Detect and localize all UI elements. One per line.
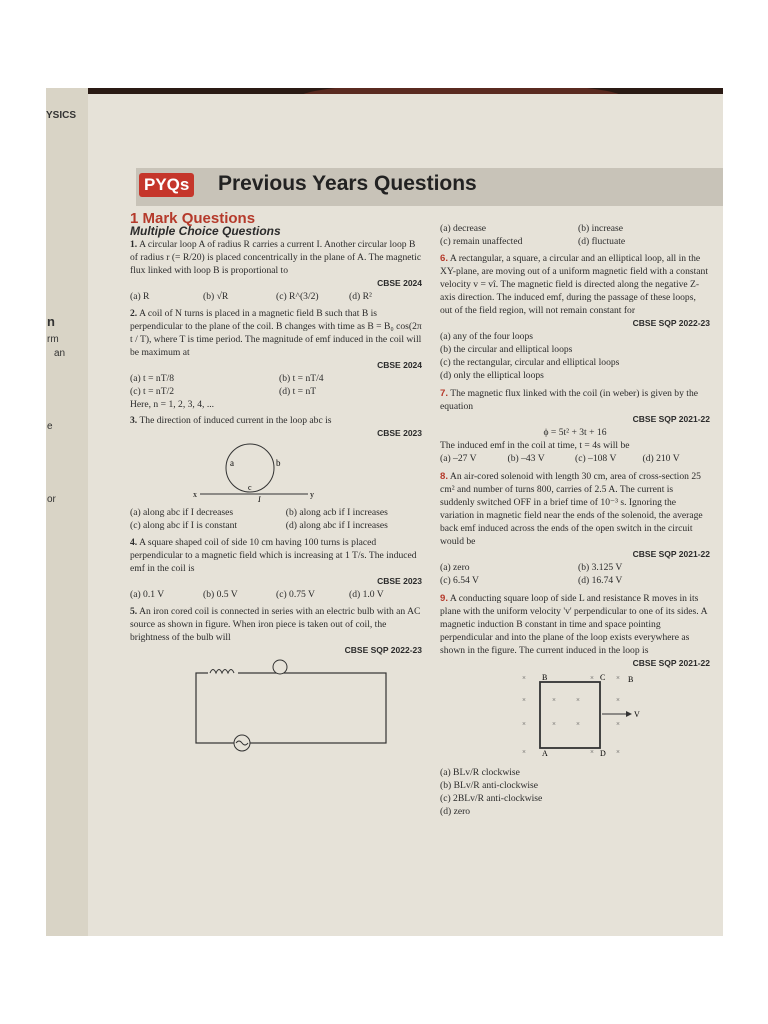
- loop-corner-label-b: B: [542, 673, 548, 682]
- question-number: 6.: [440, 253, 449, 264]
- circuit-diagram: [130, 657, 422, 757]
- section-heading: 1 Mark Questions: [130, 210, 256, 227]
- question-text: A square shaped coil of side 10 cm having 100 turns is placed perpendicular to a magnetic field which is increasing at 1 T/s. The induced emf in the coil is: [130, 537, 417, 574]
- option: (d) zero: [440, 806, 471, 817]
- option: (c) t = nT/2: [130, 386, 175, 397]
- flux-equation: ϕ = 5t² + 3t + 16: [543, 427, 607, 438]
- page-header: [136, 168, 723, 206]
- right-column: [440, 222, 710, 819]
- option: (c) R^(3/2): [276, 291, 319, 302]
- svg-text:×: ×: [552, 696, 556, 704]
- option: (d) 1.0 V: [349, 589, 384, 600]
- question-text: A circular loop A of radius R carries a current I. Another circular loop B of radius r (= R/20) is placed concentrically in the plane of A. The magnetic flux linked with loop B is proportional to: [130, 239, 422, 276]
- question-text: The direction of induced current in the loop abc is: [139, 415, 332, 426]
- option: (d) only the elliptical loops: [440, 370, 544, 381]
- svg-text:×: ×: [590, 748, 594, 756]
- diagram-label-x: x: [193, 490, 197, 499]
- textbook-page: [88, 94, 723, 936]
- question-source: CBSE SQP 2021-22: [632, 658, 710, 668]
- diagram-label-c: c: [248, 483, 252, 492]
- square-loop-diagram: [440, 670, 710, 762]
- option: (d) 210 V: [642, 453, 680, 464]
- question-text-continued: The induced emf in the coil at time, t = 4s will be: [440, 440, 630, 451]
- option: (b) 0.5 V: [203, 589, 238, 600]
- left-fragment: rm: [47, 334, 59, 345]
- loop-diagram: [130, 440, 422, 502]
- option: (a) decrease: [440, 223, 487, 234]
- question-source: CBSE SQP 2022-23: [632, 318, 710, 328]
- section-subheading: Multiple Choice Questions: [130, 224, 281, 238]
- option: (c) –108 V: [575, 453, 617, 464]
- left-fragment: or: [47, 494, 56, 505]
- question-6: [440, 252, 710, 382]
- question-8: [440, 470, 710, 587]
- question-source: CBSE 2024: [377, 360, 422, 370]
- option: (a) zero: [440, 562, 470, 573]
- left-fragment: e: [47, 421, 53, 432]
- question-9: [440, 592, 710, 818]
- question-text: A rectangular, a square, a circular and an elliptical loop, all in the XY-plane, are moving out of a uniform magnetic field with a constant velocity v = vî. The magnetic field is directed along the negative Z-axis direction. The induced emf, during the passage of these loops, out of the field region, will not remain constant for: [440, 253, 709, 316]
- loop-corner-label-a: A: [542, 749, 548, 758]
- option: (b) 3.125 V: [578, 562, 623, 573]
- page-title: Previous Years Questions: [218, 172, 477, 195]
- question-source: CBSE SQP 2021-22: [632, 549, 710, 559]
- svg-text:×: ×: [616, 674, 620, 682]
- question-1: [130, 238, 422, 303]
- option: (b) BLv/R anti-clockwise: [440, 780, 539, 791]
- question-source: CBSE 2023: [377, 576, 422, 586]
- option: (d) along abc if I increases: [285, 520, 388, 531]
- question-note: Here, n = 1, 2, 3, 4, ...: [130, 399, 215, 410]
- svg-text:×: ×: [576, 696, 580, 704]
- option: (a) any of the four loops: [440, 331, 533, 342]
- diagram-label-a: a: [230, 458, 234, 468]
- left-fragment: an: [54, 348, 66, 359]
- loop-corner-label-d: D: [600, 749, 606, 758]
- question-2: [130, 307, 422, 411]
- option: (a) –27 V: [440, 453, 477, 464]
- svg-text:×: ×: [552, 720, 556, 728]
- question-text: An air-cored solenoid with length 30 cm, area of cross-section 25 cm² and number of turns 800, carries of 2.5 A. The current is suddenly switched OFF in a brief time of 10⁻³ s. Ignoring the variation in magnetic field near the ends of the solenoid, the average back emf induced across the ends of the open switch in the circuit would be: [440, 471, 703, 547]
- question-text: A coil of N turns is placed in a magnetic field B such that B is perpendicular to the plane of the coil. B changes with time as B = B₀ cos(2π t / T), where T is time period. The magnitude of emf induced in the coil will be maximum at: [130, 308, 422, 358]
- svg-text:×: ×: [576, 720, 580, 728]
- question-7: [440, 387, 710, 465]
- field-label-b: B: [628, 675, 634, 684]
- option: (a) t = nT/8: [130, 373, 175, 384]
- svg-text:×: ×: [522, 674, 526, 682]
- question-source: CBSE SQP 2021-22: [632, 414, 710, 424]
- left-fragment: n: [47, 314, 55, 329]
- option: (b) √R: [203, 291, 229, 302]
- option: (a) along abc if I decreases: [130, 507, 234, 518]
- question-5: [130, 605, 422, 761]
- svg-text:×: ×: [522, 748, 526, 756]
- option: (d) R²: [349, 291, 372, 302]
- diagram-label-current: I: [258, 495, 261, 502]
- option: (c) 2BLv/R anti-clockwise: [440, 793, 543, 804]
- option: (d) 16.74 V: [578, 575, 623, 586]
- option: (d) fluctuate: [578, 236, 626, 247]
- svg-text:×: ×: [590, 674, 594, 682]
- question-text: The magnetic flux linked with the coil (in weber) is given by the equation: [440, 388, 699, 412]
- pyqs-badge: PYQs: [139, 173, 194, 197]
- option: (c) remain unaffected: [440, 236, 523, 247]
- option: (a) BLv/R clockwise: [440, 767, 520, 778]
- svg-text:×: ×: [522, 720, 526, 728]
- option: (b) –43 V: [507, 453, 545, 464]
- svg-text:×: ×: [616, 748, 620, 756]
- question-number: 4.: [130, 537, 138, 548]
- option: (b) along acb if I increases: [285, 507, 388, 518]
- option: (b) t = nT/4: [279, 373, 324, 384]
- svg-text:×: ×: [616, 720, 620, 728]
- question-number: 9.: [440, 593, 449, 604]
- option: (b) increase: [578, 223, 624, 234]
- question-text: An iron cored coil is connected in series with an electric bulb with an AC source as shown in figure. When iron piece is taken out of coil, the brightness of the bulb will: [130, 606, 421, 643]
- question-3: [130, 414, 422, 532]
- option: (a) 0.1 V: [130, 589, 165, 600]
- left-column: [130, 212, 422, 762]
- diagram-label-y: y: [310, 490, 314, 499]
- question-source: CBSE 2024: [377, 278, 422, 288]
- option: (b) the circular and elliptical loops: [440, 344, 573, 355]
- question-number: 8.: [440, 471, 449, 482]
- question-number: 1.: [130, 239, 138, 250]
- question-number: 7.: [440, 388, 449, 399]
- book-photo: [46, 88, 723, 936]
- loop-corner-label-c: C: [600, 673, 606, 682]
- option: (a) R: [130, 291, 150, 302]
- question-text: A conducting square loop of side L and resistance R moves in its plane with the uniform velocity 'v' perpendicular to one of its sides. A magnetic induction B constant in time and space pointing perpendicular and into the plane of the loop exists everywhere as shown in the figure. The current induced in the loop is: [440, 593, 707, 656]
- left-page-edge: [46, 88, 88, 936]
- question-number: 3.: [130, 415, 138, 426]
- option: (c) 0.75 V: [276, 589, 315, 600]
- velocity-label: V: [634, 710, 640, 719]
- question-5-options: [440, 222, 710, 248]
- question-number: 5.: [130, 606, 138, 617]
- svg-text:×: ×: [522, 696, 526, 704]
- option: (c) along abc if I is constant: [130, 520, 238, 531]
- question-4: [130, 536, 422, 601]
- left-fragment: YSICS: [46, 110, 77, 121]
- svg-text:×: ×: [616, 696, 620, 704]
- option: (c) 6.54 V: [440, 575, 479, 586]
- option: (c) the rectangular, circular and elliptical loops: [440, 357, 620, 368]
- diagram-label-b: b: [276, 458, 281, 468]
- question-source: CBSE 2023: [377, 428, 422, 438]
- bulb-icon: [273, 660, 287, 674]
- question-number: 2.: [130, 308, 138, 319]
- question-source: CBSE SQP 2022-23: [344, 645, 422, 655]
- option: (d) t = nT: [279, 386, 317, 397]
